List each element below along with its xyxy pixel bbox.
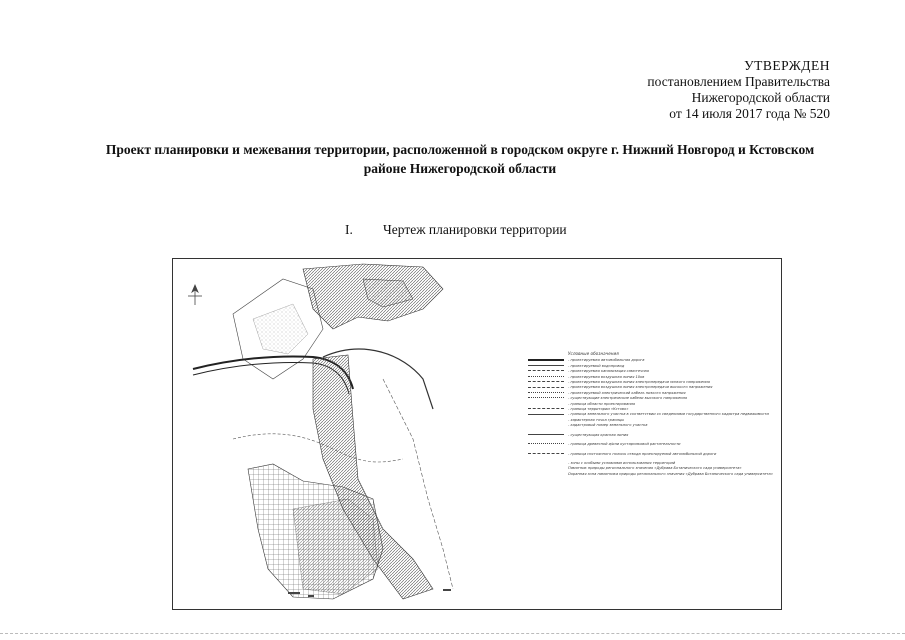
map-legend (528, 351, 773, 477)
legend-item: - проектируемая автомобильная дорога (528, 358, 773, 363)
boundary-line (233, 434, 403, 462)
legend-item: - граница постоянного полосы отвода проектируемой автомобильной дороги (528, 452, 773, 457)
legend-item: - характерная точка границы (568, 417, 625, 422)
section-label: Чертеж планировки территории (383, 222, 567, 237)
legend-item: - проектируемая воздушная линия электропередачи низкого напряжения (528, 380, 773, 385)
document-title (60, 140, 860, 178)
legend-item: - проектируемая воздушная линия 10кв (528, 375, 773, 380)
planning-drawing (172, 258, 782, 610)
legend-item: Памятник природы регионального значения «Дубрава Ботанического сада университета» (568, 466, 742, 471)
legend-item: - граница земельного участка в соответствии со сведениями государственного кадастра недвижимости (528, 412, 773, 417)
legend-item: - граница области проектирования (568, 401, 636, 406)
section-heading (345, 222, 567, 238)
legend-item: - проектируемый водопровод (528, 364, 773, 369)
legend-item: - проектируемая канализация самотечная (528, 369, 773, 374)
page-edge-line (0, 633, 905, 635)
legend-item: - проектируемый электрический кабель низкого напряжения (528, 391, 773, 396)
legend-title: Условные обозначения (568, 351, 619, 356)
legend-item: - кадастровый номер земельного участка (568, 423, 648, 428)
approval-heading: УТВЕРЖДЕН (744, 58, 830, 73)
legend-item: - существующая красная линия (528, 433, 773, 438)
title-line-2: районе Нижегородской области (363, 161, 557, 176)
north-arrow-icon (188, 285, 202, 305)
parcel-outline-2 (253, 304, 308, 354)
section-number: I. (345, 222, 353, 237)
legend-item: - зоны с особыми условиями использования территорий (568, 460, 676, 465)
approval-line-3: от 14 июля 2017 года № 520 (669, 106, 830, 121)
legend-item: - проектируемая воздушная линия электропередачи высокого напряжения (528, 385, 773, 390)
approval-block (647, 58, 830, 122)
title-line-1: Проект планировки и межевания территории, расположенной в городском округе г. Нижний Новгород и Кстовском (105, 142, 815, 157)
legend-item: - существующие электрические кабели высокого напряжения (528, 396, 773, 401)
approval-line-2: Нижегородской области (691, 90, 830, 105)
approval-line-1: постановлением Правительства (647, 74, 830, 89)
legend-item: - граница территории «Кстово» (528, 407, 773, 412)
legend-item: - граница древесной и/или кустарниковой растительности (528, 442, 773, 447)
legend-item: Охранная зона памятника природы регионального значения «Дубрава Ботанического сада университета» (568, 471, 773, 476)
